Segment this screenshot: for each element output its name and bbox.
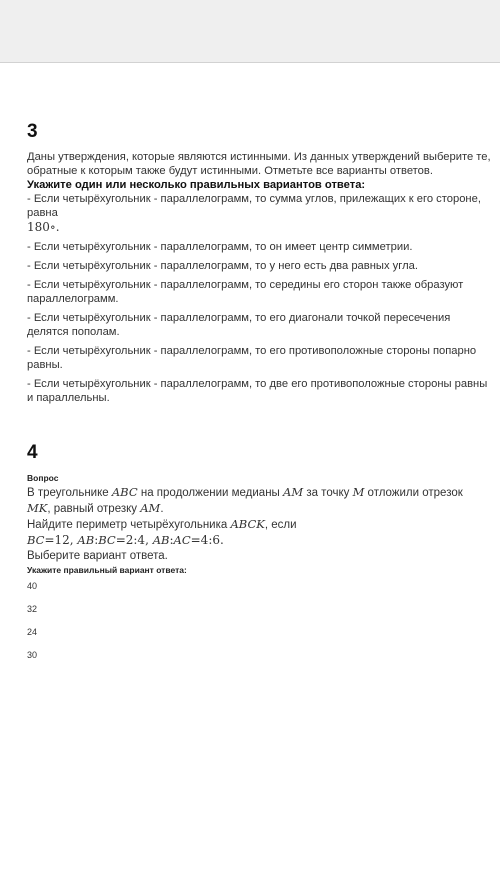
text-part: .: [160, 503, 164, 515]
math-mk: MK: [27, 501, 48, 515]
math-value: =12,: [44, 533, 78, 547]
math-ratio: =2:4,: [115, 533, 153, 547]
math-abc: ABC: [111, 485, 138, 499]
answer-option[interactable]: 32: [27, 604, 38, 614]
math-colon: :: [94, 533, 99, 547]
answer-option[interactable]: 40: [27, 581, 38, 591]
option-1[interactable]: [27, 192, 495, 235]
option-1-value: 180∘.: [27, 220, 60, 234]
math-ab: AB: [152, 533, 170, 547]
option-1-text: - Если четырёхугольник - параллелограмм, то сумма углов, прилежащих к его стороне, равна: [27, 193, 481, 219]
text-part: , если: [264, 519, 297, 531]
text-part: отложили отрезок: [367, 487, 463, 499]
math-m: M: [352, 485, 365, 499]
answer-instruction: Укажите один или несколько правильных вариантов ответа:: [27, 179, 366, 191]
option-3[interactable]: - Если четырёхугольник - параллелограмм, то у него есть два равных угла.: [27, 260, 418, 272]
option-6[interactable]: - Если четырёхугольник - параллелограмм, то его противоположные стороны попарно равны.: [27, 345, 477, 371]
math-ac: AC: [173, 533, 191, 547]
answer-option[interactable]: 30: [27, 650, 38, 660]
math-abck: ABCK: [230, 517, 265, 531]
math-am: AM: [140, 501, 161, 515]
math-ab: AB: [77, 533, 95, 547]
text-part: за точку: [306, 487, 350, 499]
option-2[interactable]: - Если четырёхугольник - параллелограмм, то он имеет центр симметрии.: [27, 241, 413, 253]
math-ratio: =4:6.: [190, 533, 224, 547]
option-4[interactable]: - Если четырёхугольник - параллелограмм, то середины его сторон также образуют параллелограмм.: [27, 279, 464, 305]
question-intro: Даны утверждения, которые являются истинными. Из данных утверждений выберите те, обратные к которым также будут истинными. Отметьте все варианты ответов.: [27, 151, 491, 177]
question-number: 4: [27, 442, 38, 463]
math-colon: :: [169, 533, 174, 547]
answers-label: Укажите правильный вариант ответа:: [27, 565, 187, 575]
question-4: [27, 443, 495, 660]
text-part: , равный отрезку: [47, 503, 138, 515]
option-5[interactable]: - Если четырёхугольник - параллелограмм, то его диагонали точкой пересечения делятся пополам.: [27, 312, 451, 338]
math-bc: BC: [27, 533, 45, 547]
option-list: [27, 192, 495, 405]
question-label: Вопрос: [27, 473, 59, 483]
question-3: [27, 122, 495, 405]
question-number: 3: [27, 121, 38, 142]
text-part: Выберите вариант ответа.: [27, 550, 168, 562]
question-text: [27, 485, 495, 564]
top-bar: [0, 0, 500, 63]
answer-option[interactable]: 24: [27, 627, 38, 637]
text-part: Найдите периметр четырёхугольника: [27, 519, 228, 531]
text-part: В треугольнике: [27, 487, 109, 499]
option-7[interactable]: - Если четырёхугольник - параллелограмм, то две его противоположные стороны равны и параллельны.: [27, 378, 488, 404]
text-part: на продолжении медианы: [140, 487, 280, 499]
math-am: AM: [283, 485, 304, 499]
math-bc: BC: [98, 533, 116, 547]
